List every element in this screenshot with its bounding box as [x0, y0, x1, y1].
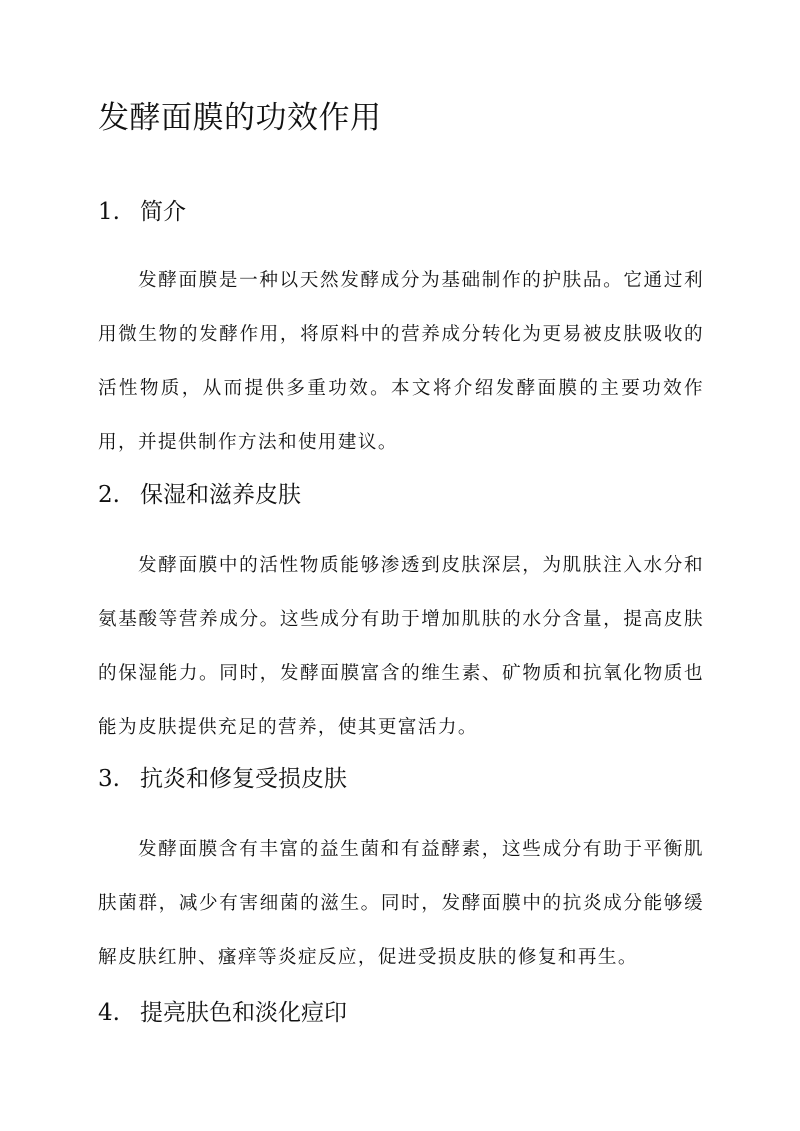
- section-heading-repair: [98, 762, 347, 796]
- section-number: 1.: [98, 199, 120, 225]
- section-number: 2.: [98, 482, 120, 508]
- section-title: 保湿和滋养皮肤: [140, 482, 301, 508]
- section-title: 抗炎和修复受损皮肤: [140, 766, 347, 792]
- section-number: 4.: [98, 1000, 120, 1026]
- section-paragraph-moisturize: 发酵面膜中的活性物质能够渗透到皮肤深层，为肌肤注入水分和氨基酸等营养成分。这些成分有助于增加肌肤的水分含量，提高皮肤的保湿能力。同时，发酵面膜富含的维生素、矿物质和抗氧化物质也能为皮肤提供充足的营养，使其更富活力。: [98, 555, 704, 738]
- section-paragraph-intro: 发酵面膜是一种以天然发酵成分为基础制作的护肤品。它通过利用微生物的发酵作用，将原料中的营养成分转化为更易被皮肤吸收的活性物质，从而提供多重功效。本文将介绍发酵面膜的主要功效作用，并提供制作方法和使用建议。: [98, 270, 704, 453]
- section-number: 3.: [98, 766, 120, 792]
- section-heading-intro: [98, 195, 186, 229]
- section-title: 提亮肤色和淡化痘印: [140, 1000, 347, 1026]
- section-heading-moisturize: [98, 478, 301, 512]
- section-paragraph-repair: 发酵面膜含有丰富的益生菌和有益酵素，这些成分有助于平衡肌肤菌群，减少有害细菌的滋生。同时，发酵面膜中的抗炎成分能够缓解皮肤红肿、瘙痒等炎症反应，促进受损皮肤的修复和再生。: [98, 839, 704, 968]
- section-title: 简介: [140, 199, 186, 225]
- section-heading-brighten: [98, 996, 347, 1030]
- page-title: 发酵面膜的功效作用: [98, 100, 382, 136]
